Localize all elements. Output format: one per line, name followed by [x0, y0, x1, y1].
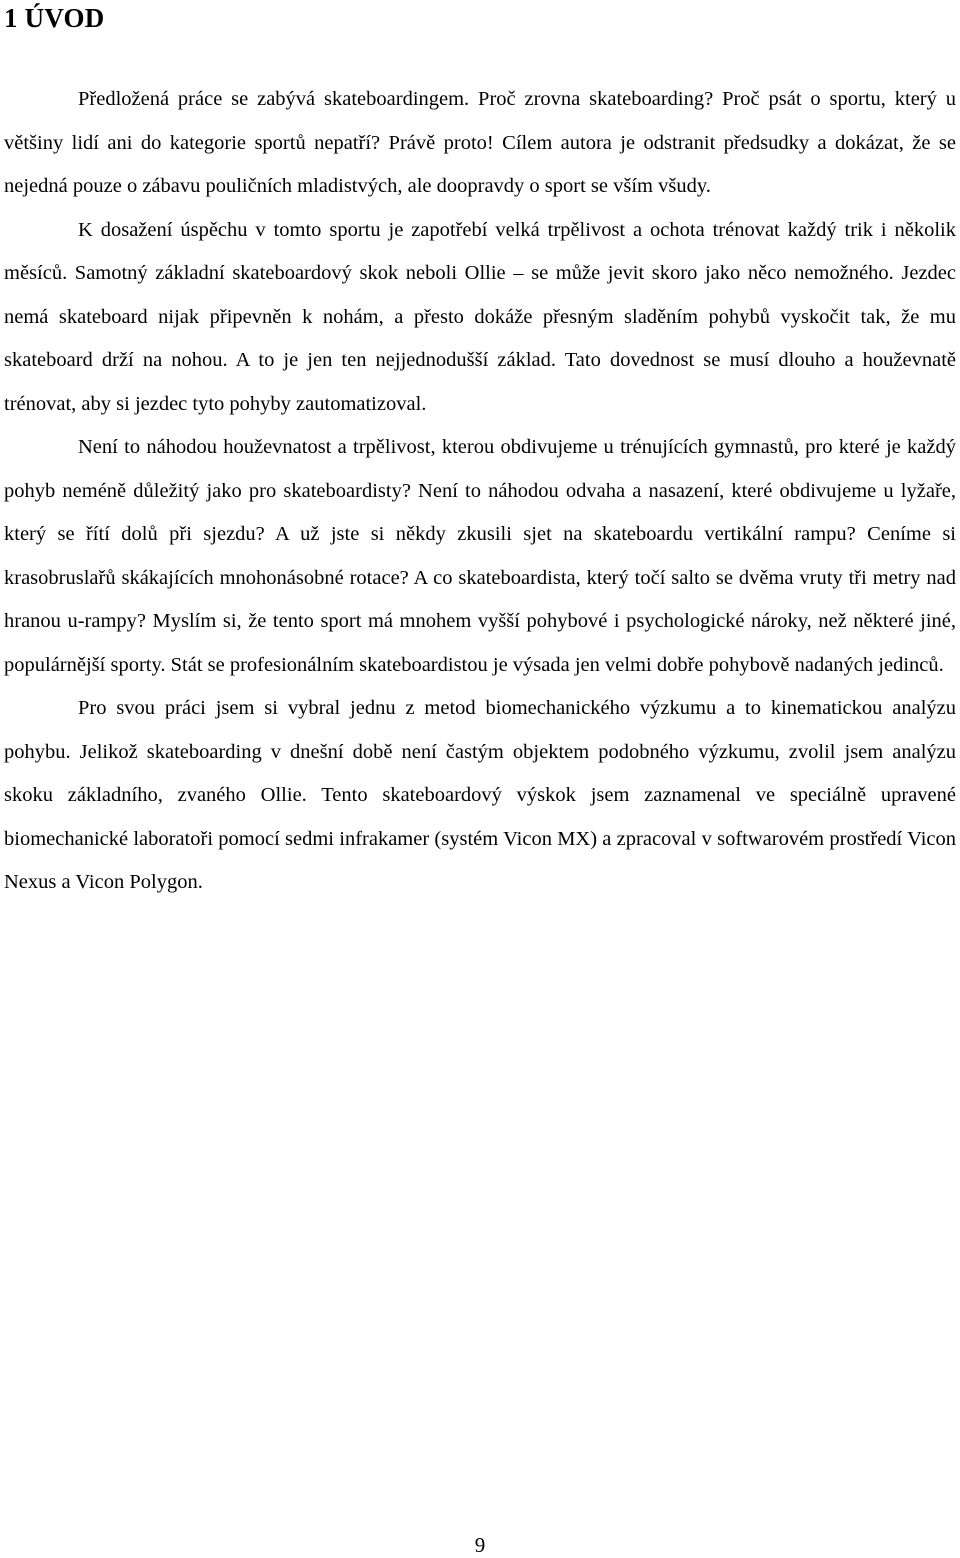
body-text: [4, 78, 956, 905]
page-number: 9: [474, 1533, 486, 1557]
paragraph-method: Pro svou práci jsem si vybral jednu z metod biomechanického výzkumu a to kinematickou analýzu pohybu. Jelikož skateboarding v dnešní době není častým objektem podobného výzkumu, zvolil jsem analýzu skoku základního, zvaného Ollie. Tento skateboardový výskok jsem zaznamenal ve speciálně upravené biomechanické laboratoři pomocí sedmi infrakamer (systém Vicon MX) a zpracoval v softwarovém prostředí Vicon Nexus a Vicon Polygon.: [4, 697, 956, 893]
paragraph-intro: Předložená práce se zabývá skateboardingem. Proč zrovna skateboarding? Proč psát o sportu, který u většiny lidí ani do kategorie sportů nepatří? Právě proto! Cílem autora je odstranit předsudky a dokázat, že se nejedná pouze o zábavu pouličních mladistvých, ale doopravdy o sport se vším všudy.: [4, 88, 956, 197]
chapter-heading: 1 ÚVOD: [4, 3, 105, 33]
paragraph-comparison: Není to náhodou houževnatost a trpělivost, kterou obdivujeme u trénujících gymnastů, pro které je každý pohyb neméně důležitý jako pro skateboardisty? Není to náhodou odvaha a nasazení, které obdivujeme u lyžaře, který se řítí dolů při sjezdu? A už jste si někdy zkusili sjet na skateboardu vertikální rampu? Ceníme si krasobruslařů skákajících mnohonásobné rotace? A co skateboardista, který točí salto se dvěma vruty tři metry nad hranou u-rampy? Myslím si, že tento sport má mnohem vyšší pohybové i psychologické nároky, než některé jiné, populárnější sporty. Stát se profesionálním skateboardistou je výsada jen velmi dobře pohybově nadaných jedinců.: [4, 436, 956, 676]
paragraph-ollie: K dosažení úspěchu v tomto sportu je zapotřebí velká trpělivost a ochota trénovat každý trik i několik měsíců. Samotný základní skateboardový skok neboli Ollie – se může jevit skoro jako něco nemožného. Jezdec nemá skateboard nijak připevněn k nohám, a přesto dokáže přesným sladěním pohybů vyskočit tak, že mu skateboard drží na nohou. A to je jen ten nejjednodušší základ. Tato dovednost se musí dlouho a houževnatě trénovat, aby si jezdec tyto pohyby zautomatizoval.: [4, 218, 956, 415]
